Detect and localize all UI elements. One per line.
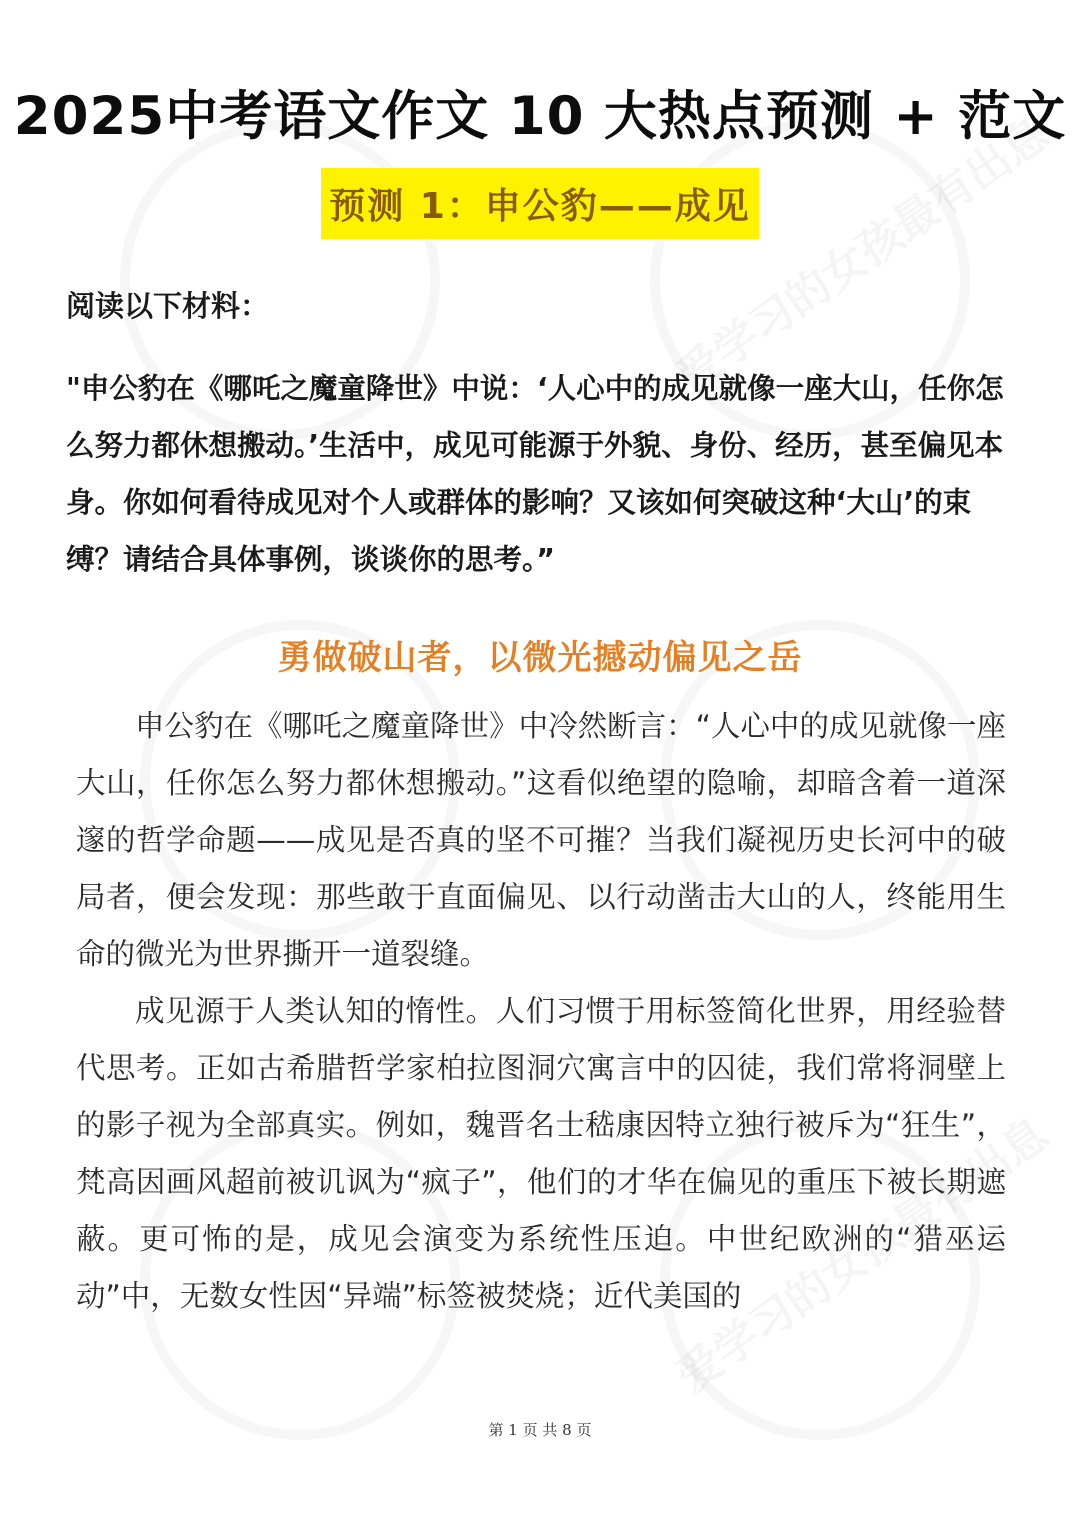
essay-title: 勇做破山者，以微光撼动偏见之岳	[277, 638, 803, 678]
subtitle-container	[0, 168, 1080, 239]
prompt-material: "申公豹在《哪吒之魔童降世》中说：‘人心中的成见就像一座大山，任你怎么努力都休想搬动。’生活中，成见可能源于外貌、身份、经历，甚至偏见本身。你如何看待成见对个人或群体的影响？又该如何突破这种‘大山’的束缚？请结合具体事例，谈谈你的思考。”	[66, 372, 1004, 576]
essay-body	[76, 698, 1006, 1325]
highlighted-subtitle: 预测 1：申公豹——成见	[321, 168, 759, 239]
page-number: 第 1 页 共 8 页	[488, 1421, 592, 1439]
essay-paragraph: 成见源于人类认知的惰性。人们习惯于用标签简化世界，用经验替代思考。正如古希腊哲学家柏拉图洞穴寓言中的囚徒，我们常将洞壁上的影子视为全部真实。例如，魏晋名士嵇康因特立独行被斥为“狂生”，梵高因画风超前被讥讽为“疯子”，他们的才华在偏见的重压下被长期遮蔽。更可怖的是，成见会演变为系统性压迫。中世纪欧洲的“猎巫运动”中，无数女性因“异端”标签被焚烧；近代美国的	[76, 994, 1006, 1313]
essay-paragraph: 申公豹在《哪吒之魔童降世》中冷然断言：“人心中的成见就像一座大山，任你怎么努力都休想搬动。”这看似绝望的隐喻，却暗含着一道深邃的哲学命题——成见是否真的坚不可摧？当我们凝视历史长河中的破局者，便会发现：那些敢于直面偏见、以行动凿击大山的人，终能用生命的微光为世界撕开一道裂缝。	[76, 709, 1006, 971]
prompt-heading: 阅读以下材料：	[66, 289, 270, 323]
page-title: 2025中考语文作文 10 大热点预测 + 范文	[13, 86, 1067, 147]
